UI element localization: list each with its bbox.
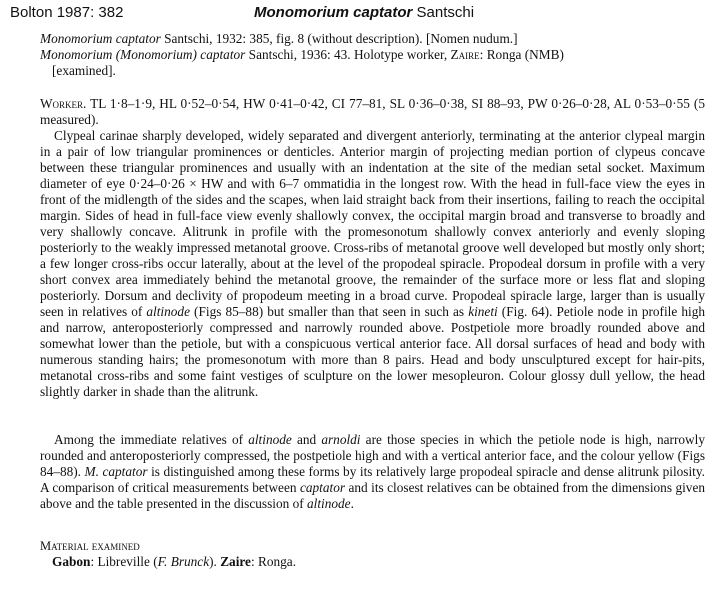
species-ref: altinode <box>146 304 190 319</box>
synonym-reference: Santschi, 1936: 43. Holotype worker, <box>245 47 451 62</box>
species-ref: altinode <box>248 432 292 447</box>
description-paragraph <box>40 128 705 400</box>
page-header <box>10 4 710 26</box>
species-ref: altinode <box>306 496 351 511</box>
description-text: (Fig. 64). Petiole node in profile high and narrow, anteroposteriorly compressed and narrowly rounded above. Postpetiole more broadly rounded above and somewhat lower than the petiole, but with a conspicuous vertical anterior face. All dorsal surfaces of head and body with numerous standing hairs; the promesonotum with more than 8 pairs. Head and body unsculptured except for hair-pits, metanotal cross-ribs and some faint vestiges of sculpture on the lower mesopleuron. Colour glossy dull yellow, the head slightly darker in shade than the alitrunk. <box>40 304 705 399</box>
material-collector: F. Brunck <box>157 554 210 569</box>
discussion-fragment: are those species in which the petiole node is high, narrowly rounded and anteroposteriorly compressed, the postpetiole high and with a vertical anterior face, and the colour yellow (Figs 84–88). <box>40 432 705 479</box>
synonym-entry <box>40 31 705 47</box>
material-country: Gabon <box>52 554 91 569</box>
measurements-text: TL 1·8–1·9, HL 0·52–0·54, HW 0·41–0·42, CI 77–81, SL 0·36–0·38, SI 88–93, PW 0·26–0·28, AL 0·53–0·55 (5 measured). <box>40 96 705 127</box>
synonym-name: Monomorium captator <box>40 31 161 46</box>
synonym-reference: Santschi, 1932: 385, fig. 8 (without description). [Nomen nudum.] <box>160 31 518 46</box>
type-locality: : Ronga (NMB) <box>479 47 564 62</box>
synonym-entry <box>40 47 705 63</box>
taxon-name: Monomorium captator <box>254 4 413 21</box>
type-country: Zaire <box>450 47 480 62</box>
material-locality: : Ronga. <box>250 554 297 569</box>
citation: Bolton 1987: 382 <box>10 4 124 21</box>
discussion-fragment: is distinguished among these forms by its relatively large propodeal spiracle and dense alitrunk pilosity. A comparison of critical measurements between <box>40 464 705 495</box>
discussion-fragment: Among the immediate relatives of <box>54 432 249 447</box>
taxon-author: Santschi <box>416 4 475 21</box>
discussion-fragment: and <box>291 432 322 447</box>
worker-measurements <box>40 96 705 128</box>
material-country: Zaire <box>220 554 251 569</box>
material-locality: ). <box>209 554 221 569</box>
discussion-paragraph <box>40 432 705 512</box>
synonymy-block <box>40 31 705 79</box>
discussion-fragment: and its closest relatives can be obtained from the dimensions given above and the table presented in the discussion of <box>40 480 705 511</box>
discussion-text <box>40 432 705 512</box>
synonym-continuation: [examined]. <box>52 63 116 78</box>
worker-heading: Worker. <box>40 96 87 111</box>
worker-description <box>40 96 705 400</box>
synonym-name: Monomorium (Monomorium) captator <box>40 47 246 62</box>
material-examined <box>40 538 705 570</box>
taxon-title <box>254 4 474 21</box>
description-text: (Figs 85–88) but smaller than that seen in such as <box>189 304 469 319</box>
species-ref: arnoldi <box>321 432 361 447</box>
discussion-fragment: . <box>350 496 354 511</box>
material-locality: : Libreville ( <box>90 554 158 569</box>
species-ref: captator <box>299 480 346 495</box>
material-heading: Material examined <box>40 539 140 553</box>
material-list <box>40 554 705 570</box>
description-text: Clypeal carinae sharply developed, widely separated and divergent anteriorly, terminating at the anterior clypeal margin in a pair of low triangular prominences or denticles. Anterior margin of projecting median portion of clypeus concave between these triangular prominences and usually with an indentation at the site of the median setal socket. Maximum diameter of eye 0·24–0·26 × HW and with 6–7 ommatidia in the longest row. With the head in full-face view the eyes in front of the midlength of the sides and the scapes, when laid straight back from their insertions, failing to reach the occipital margin. Sides of head in full-face view evenly shallowly convex, the occipital margin broad and transverse to broadly and very shallowly concave. Alitrunk in profile with the promesonotum shallowly convex anteriorly and evenly sloping posteriorly to the weakly impressed metanotal groove. Cross-ribs of metanotal groove well developed but mostly only short; a few longer cross-ribs occur laterally, about at the level of the propodeal spiracle. Propodeal dorsum in profile with a very short convex area immediately behind the metanotal groove, the remainder of the surface more or less flat and sloping posteriorly. Dorsum and declivity of propodeum meeting in a broad curve. Propodeal spiracle large, larger than is usually seen in relatives of <box>40 128 705 319</box>
species-ref: M. captator <box>84 464 148 479</box>
species-ref: kineti <box>468 304 498 319</box>
